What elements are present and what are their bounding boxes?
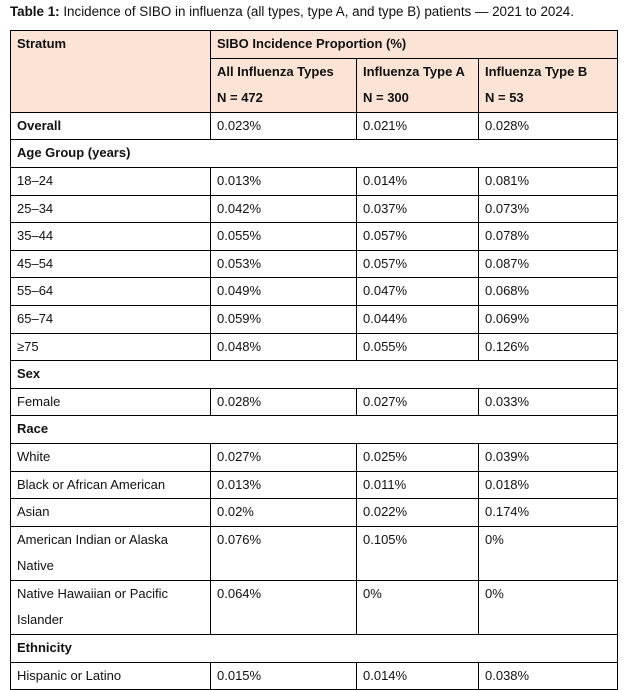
cell-type-b: 0.018% xyxy=(479,471,618,499)
cell-type-b: 0.038% xyxy=(479,662,618,690)
cell-all: 0.064% xyxy=(211,580,357,634)
header-n-all: N = 472 xyxy=(211,85,357,112)
cell-type-b: 0.081% xyxy=(479,167,618,195)
cell-type-b: 0% xyxy=(479,580,618,634)
table-row xyxy=(11,499,618,527)
table-row xyxy=(11,662,618,690)
row-label-line-1: American Indian or Alaska xyxy=(17,531,169,547)
row-label-line-2: Native xyxy=(17,558,54,574)
cell-type-a: 0.027% xyxy=(357,388,479,416)
row-label xyxy=(11,580,211,634)
cell-all: 0.049% xyxy=(211,278,357,306)
table-row xyxy=(11,195,618,223)
header-col-all: All Influenza Types xyxy=(211,58,357,85)
cell-all: 0.027% xyxy=(211,443,357,471)
header-n-type-b: N = 53 xyxy=(479,85,618,112)
cell-type-a: 0.025% xyxy=(357,443,479,471)
table-row xyxy=(11,305,618,333)
row-label: 55–64 xyxy=(11,278,211,306)
table-row xyxy=(11,526,618,580)
cell-all: 0.042% xyxy=(211,195,357,223)
cell-all: 0.023% xyxy=(211,112,357,140)
row-label-line-2: Islander xyxy=(17,612,64,628)
section-heading: Ethnicity xyxy=(11,635,618,663)
header-col-type-a: Influenza Type A xyxy=(357,58,479,85)
cell-type-b: 0.068% xyxy=(479,278,618,306)
cell-type-a: 0.037% xyxy=(357,195,479,223)
row-label: ≥75 xyxy=(11,333,211,361)
cell-type-a: 0.057% xyxy=(357,223,479,251)
cell-type-b: 0.126% xyxy=(479,333,618,361)
cell-type-b: 0.069% xyxy=(479,305,618,333)
section-heading: Sex xyxy=(11,361,618,389)
cell-type-a: 0.011% xyxy=(357,471,479,499)
caption-text: Incidence of SIBO in influenza (all types, type A, and type B) patients — 2021 to 2024. xyxy=(59,4,574,19)
row-label: Asian xyxy=(11,499,211,527)
cell-type-a: 0.022% xyxy=(357,499,479,527)
row-label: 25–34 xyxy=(11,195,211,223)
cell-type-b: 0.174% xyxy=(479,499,618,527)
table-row xyxy=(11,278,618,306)
cell-type-a: 0.047% xyxy=(357,278,479,306)
table-caption xyxy=(10,3,574,21)
section-heading-age xyxy=(11,140,618,168)
cell-type-a: 0.055% xyxy=(357,333,479,361)
cell-all: 0.053% xyxy=(211,250,357,278)
row-label: White xyxy=(11,443,211,471)
sibo-incidence-table xyxy=(10,30,618,690)
row-label xyxy=(11,526,211,580)
cell-type-b: 0.039% xyxy=(479,443,618,471)
table-row xyxy=(11,250,618,278)
row-label: 18–24 xyxy=(11,167,211,195)
table-row-overall xyxy=(11,112,618,140)
cell-type-b: 0.028% xyxy=(479,112,618,140)
table-row xyxy=(11,388,618,416)
cell-type-a: 0.014% xyxy=(357,167,479,195)
section-heading-sex xyxy=(11,361,618,389)
cell-type-a: 0.021% xyxy=(357,112,479,140)
cell-all: 0.055% xyxy=(211,223,357,251)
row-label: Black or African American xyxy=(11,471,211,499)
table-row xyxy=(11,471,618,499)
section-heading-race xyxy=(11,416,618,444)
cell-all: 0.015% xyxy=(211,662,357,690)
cell-type-a: 0.057% xyxy=(357,250,479,278)
cell-all: 0.059% xyxy=(211,305,357,333)
cell-type-b: 0.087% xyxy=(479,250,618,278)
row-label: Female xyxy=(11,388,211,416)
cell-type-b: 0.073% xyxy=(479,195,618,223)
cell-all: 0.076% xyxy=(211,526,357,580)
section-heading-ethnicity xyxy=(11,635,618,663)
row-label: 45–54 xyxy=(11,250,211,278)
cell-type-a: 0% xyxy=(357,580,479,634)
header-col-type-b: Influenza Type B xyxy=(479,58,618,85)
cell-type-b: 0% xyxy=(479,526,618,580)
cell-all: 0.048% xyxy=(211,333,357,361)
cell-type-a: 0.105% xyxy=(357,526,479,580)
table-row xyxy=(11,167,618,195)
row-label-line-1: Native Hawaiian or Pacific xyxy=(17,585,169,601)
cell-type-b: 0.033% xyxy=(479,388,618,416)
cell-all: 0.013% xyxy=(211,167,357,195)
cell-all: 0.02% xyxy=(211,499,357,527)
section-heading: Age Group (years) xyxy=(11,140,618,168)
row-label: Hispanic or Latino xyxy=(11,662,211,690)
table-row xyxy=(11,333,618,361)
cell-type-b: 0.078% xyxy=(479,223,618,251)
table-row xyxy=(11,443,618,471)
header-stratum: Stratum xyxy=(11,31,211,113)
table-row xyxy=(11,223,618,251)
table-row xyxy=(11,580,618,634)
section-heading: Race xyxy=(11,416,618,444)
header-row-1 xyxy=(11,31,618,59)
row-label: 65–74 xyxy=(11,305,211,333)
cell-all: 0.013% xyxy=(211,471,357,499)
cell-all: 0.028% xyxy=(211,388,357,416)
cell-type-a: 0.044% xyxy=(357,305,479,333)
cell-type-a: 0.014% xyxy=(357,662,479,690)
header-group: SIBO Incidence Proportion (%) xyxy=(211,31,618,59)
header-n-type-a: N = 300 xyxy=(357,85,479,112)
row-label: Overall xyxy=(11,112,211,140)
caption-label: Table 1: xyxy=(10,4,60,19)
row-label: 35–44 xyxy=(11,223,211,251)
